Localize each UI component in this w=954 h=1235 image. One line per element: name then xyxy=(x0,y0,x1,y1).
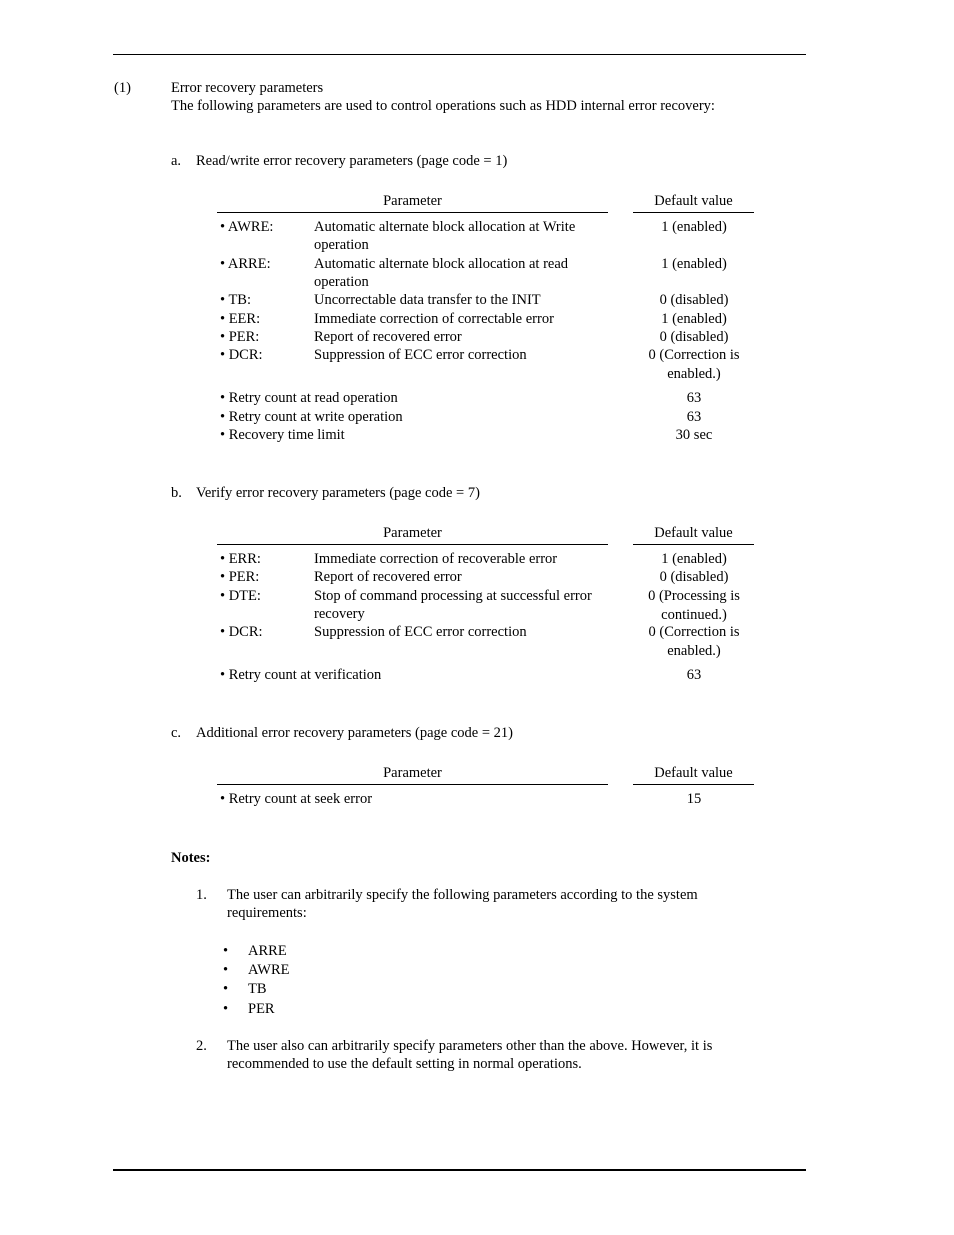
param-default: 1 (enabled) xyxy=(661,256,727,272)
param-default: 0 (Correction is enabled.) xyxy=(648,624,740,659)
param-default: 0 (disabled) xyxy=(659,329,729,345)
table-row xyxy=(220,666,754,684)
param-desc: Report of recovered error xyxy=(314,329,462,345)
param-name: • AWRE: xyxy=(220,219,274,235)
param-name: • DCR: xyxy=(220,347,263,363)
param-name: • ARRE: xyxy=(220,256,271,272)
sub-a-title: Read/write error recovery parameters (page code = 1) xyxy=(196,153,508,169)
table-row xyxy=(220,346,754,382)
table-row xyxy=(220,790,754,808)
section-title: Error recovery parameters xyxy=(171,80,324,96)
param-desc: Immediate correction of recoverable error xyxy=(314,551,558,567)
param-desc: Suppression of ECC error correction xyxy=(314,347,527,363)
table-row xyxy=(220,426,754,444)
param-name: • EER: xyxy=(220,311,261,327)
param-default: 0 (disabled) xyxy=(659,569,729,585)
sub-c-default-header: Default value xyxy=(633,765,754,785)
param-name: • Retry count at verification xyxy=(220,667,382,683)
param-name: • Recovery time limit xyxy=(220,427,345,443)
list-item: PER xyxy=(248,1001,275,1017)
param-default: 63 xyxy=(686,390,702,406)
header-rule xyxy=(113,54,806,55)
param-desc: Report of recovered error xyxy=(314,569,462,585)
section-intro: The following parameters are used to control operations such as HDD internal error recovery: xyxy=(171,98,715,114)
note-1-text: The user can arbitrarily specify the following parameters according to the system requirements: xyxy=(227,887,698,921)
param-default: 63 xyxy=(686,409,702,425)
list-item: AWRE xyxy=(248,962,290,978)
param-default: 30 sec xyxy=(675,427,713,443)
table-row xyxy=(220,218,754,253)
param-desc: Immediate correction of correctable error xyxy=(314,311,554,327)
param-default: 1 (enabled) xyxy=(661,311,727,327)
param-name: • PER: xyxy=(220,329,260,345)
note-1-number: 1. xyxy=(196,887,207,903)
table-row xyxy=(220,389,754,407)
param-desc: Automatic alternate block allocation at read operation xyxy=(314,256,569,290)
table-row xyxy=(220,310,754,328)
table-row xyxy=(220,328,754,346)
param-name: • Retry count at read operation xyxy=(220,390,398,406)
footer-rule xyxy=(113,1169,806,1171)
list-item: TB xyxy=(248,981,267,997)
sub-a-label: a. xyxy=(171,153,182,169)
note-2-text: The user also can arbitrarily specify parameters other than the above. However, it is recommended to use the default setting in normal operations. xyxy=(227,1038,713,1072)
sub-b-default-header: Default value xyxy=(633,525,754,545)
list-bullet: • xyxy=(223,943,229,959)
sub-c-title: Additional error recovery parameters (page code = 21) xyxy=(196,725,513,741)
table-row xyxy=(220,291,754,309)
notes-heading: Notes: xyxy=(171,850,211,866)
sub-c-parameter-header: Parameter xyxy=(217,765,608,785)
note-2-number: 2. xyxy=(196,1038,207,1054)
table-row xyxy=(220,623,754,659)
table-row xyxy=(220,255,754,290)
param-name: • ERR: xyxy=(220,551,261,567)
sub-c-label: c. xyxy=(171,725,182,741)
sub-b-parameter-header: Parameter xyxy=(217,525,608,545)
table-row xyxy=(220,587,754,623)
param-default: 1 (enabled) xyxy=(661,551,727,567)
sub-a-parameter-header: Parameter xyxy=(217,193,608,213)
param-name: • TB: xyxy=(220,292,251,308)
list-bullet: • xyxy=(223,981,229,997)
list-item: ARRE xyxy=(248,943,287,959)
param-desc: Stop of command processing at successful error recovery xyxy=(314,588,592,622)
param-default: 0 (disabled) xyxy=(659,292,729,308)
param-name: • Retry count at write operation xyxy=(220,409,403,425)
sub-b-label: b. xyxy=(171,485,182,501)
sub-a-default-header: Default value xyxy=(633,193,754,213)
param-default: 0 (Processing is continued.) xyxy=(648,588,740,623)
table-row xyxy=(220,550,754,568)
param-desc: Uncorrectable data transfer to the INIT xyxy=(314,292,541,308)
param-default: 0 (Correction is enabled.) xyxy=(648,347,740,382)
table-row xyxy=(220,408,754,426)
param-desc: Suppression of ECC error correction xyxy=(314,624,527,640)
param-default: 63 xyxy=(686,667,702,683)
list-bullet: • xyxy=(223,962,229,978)
param-default: 1 (enabled) xyxy=(661,219,727,235)
param-name: • DTE: xyxy=(220,588,261,604)
param-desc: Automatic alternate block allocation at Write operation xyxy=(314,219,576,253)
param-name: • DCR: xyxy=(220,624,263,640)
sub-b-title: Verify error recovery parameters (page code = 7) xyxy=(196,485,480,501)
list-bullet: • xyxy=(223,1001,229,1017)
param-default: 15 xyxy=(686,791,702,807)
param-name: • PER: xyxy=(220,569,260,585)
table-row xyxy=(220,568,754,586)
section-number: (1) xyxy=(114,80,131,96)
param-name: • Retry count at seek error xyxy=(220,791,373,807)
